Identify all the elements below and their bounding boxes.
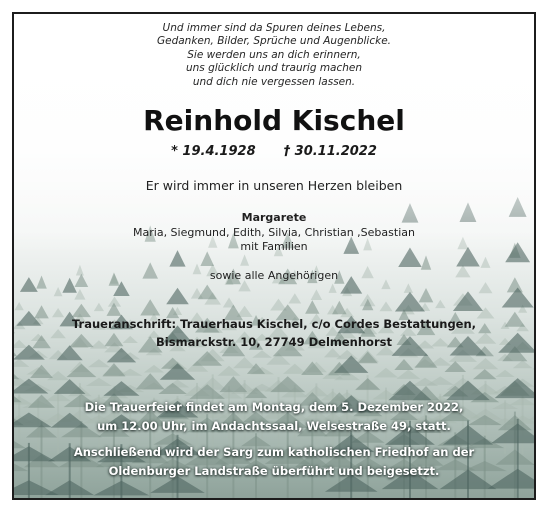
birth-date: * 19.4.1928: [171, 144, 256, 159]
obituary-text: [14, 14, 534, 498]
poem-line: und dich nie vergessen lassen.: [192, 75, 356, 88]
burial-line: Anschließend wird der Sarg zum katholischen Friedhof an der: [73, 445, 475, 459]
mourners: [14, 211, 534, 255]
ceremony-line: Die Trauerfeier findet am Montag, dem 5. Dezember 2022,: [84, 400, 464, 414]
deceased-name: Reinhold Kischel: [143, 104, 405, 137]
ceremony-line: um 12.00 Uhr, im Andachtssaal, Welsestraße 49, statt.: [97, 418, 451, 433]
condolence-address: [14, 315, 534, 351]
address-line: Bismarckstr. 10, 27749 Delmenhorst: [156, 335, 392, 349]
remembrance-line: Er wird immer in unseren Herzen bleiben: [145, 178, 403, 193]
poem-line: Gedanken, Bilder, Sprüche und Augenblicke.: [156, 35, 392, 48]
poem-line: Sie werden uns an dich erinnern,: [187, 48, 361, 61]
life-dates: [14, 144, 534, 160]
address-line: Traueranschrift: Trauerhaus Kischel, c/o Cordes Bestattungen,: [71, 317, 477, 331]
poem-line: Und immer sind da Spuren deines Lebens,: [162, 22, 386, 34]
mourner-names: Maria, Siegmund, Edith, Silvia, Christian ,Sebastian: [133, 225, 415, 239]
memorial-poem: [14, 22, 534, 89]
death-date: † 30.11.2022: [283, 144, 377, 159]
mourner-spouse: Margarete: [241, 211, 307, 224]
mourner-suffix: mit Familien: [240, 240, 308, 253]
poem-line: uns glücklich und traurig machen: [185, 62, 363, 75]
funeral-details: [14, 398, 534, 480]
burial-line: Oldenburger Landstraße überführt und beigesetzt.: [108, 463, 440, 478]
relatives-line: sowie alle Angehörigen: [209, 269, 339, 282]
obituary-card: [12, 12, 536, 500]
